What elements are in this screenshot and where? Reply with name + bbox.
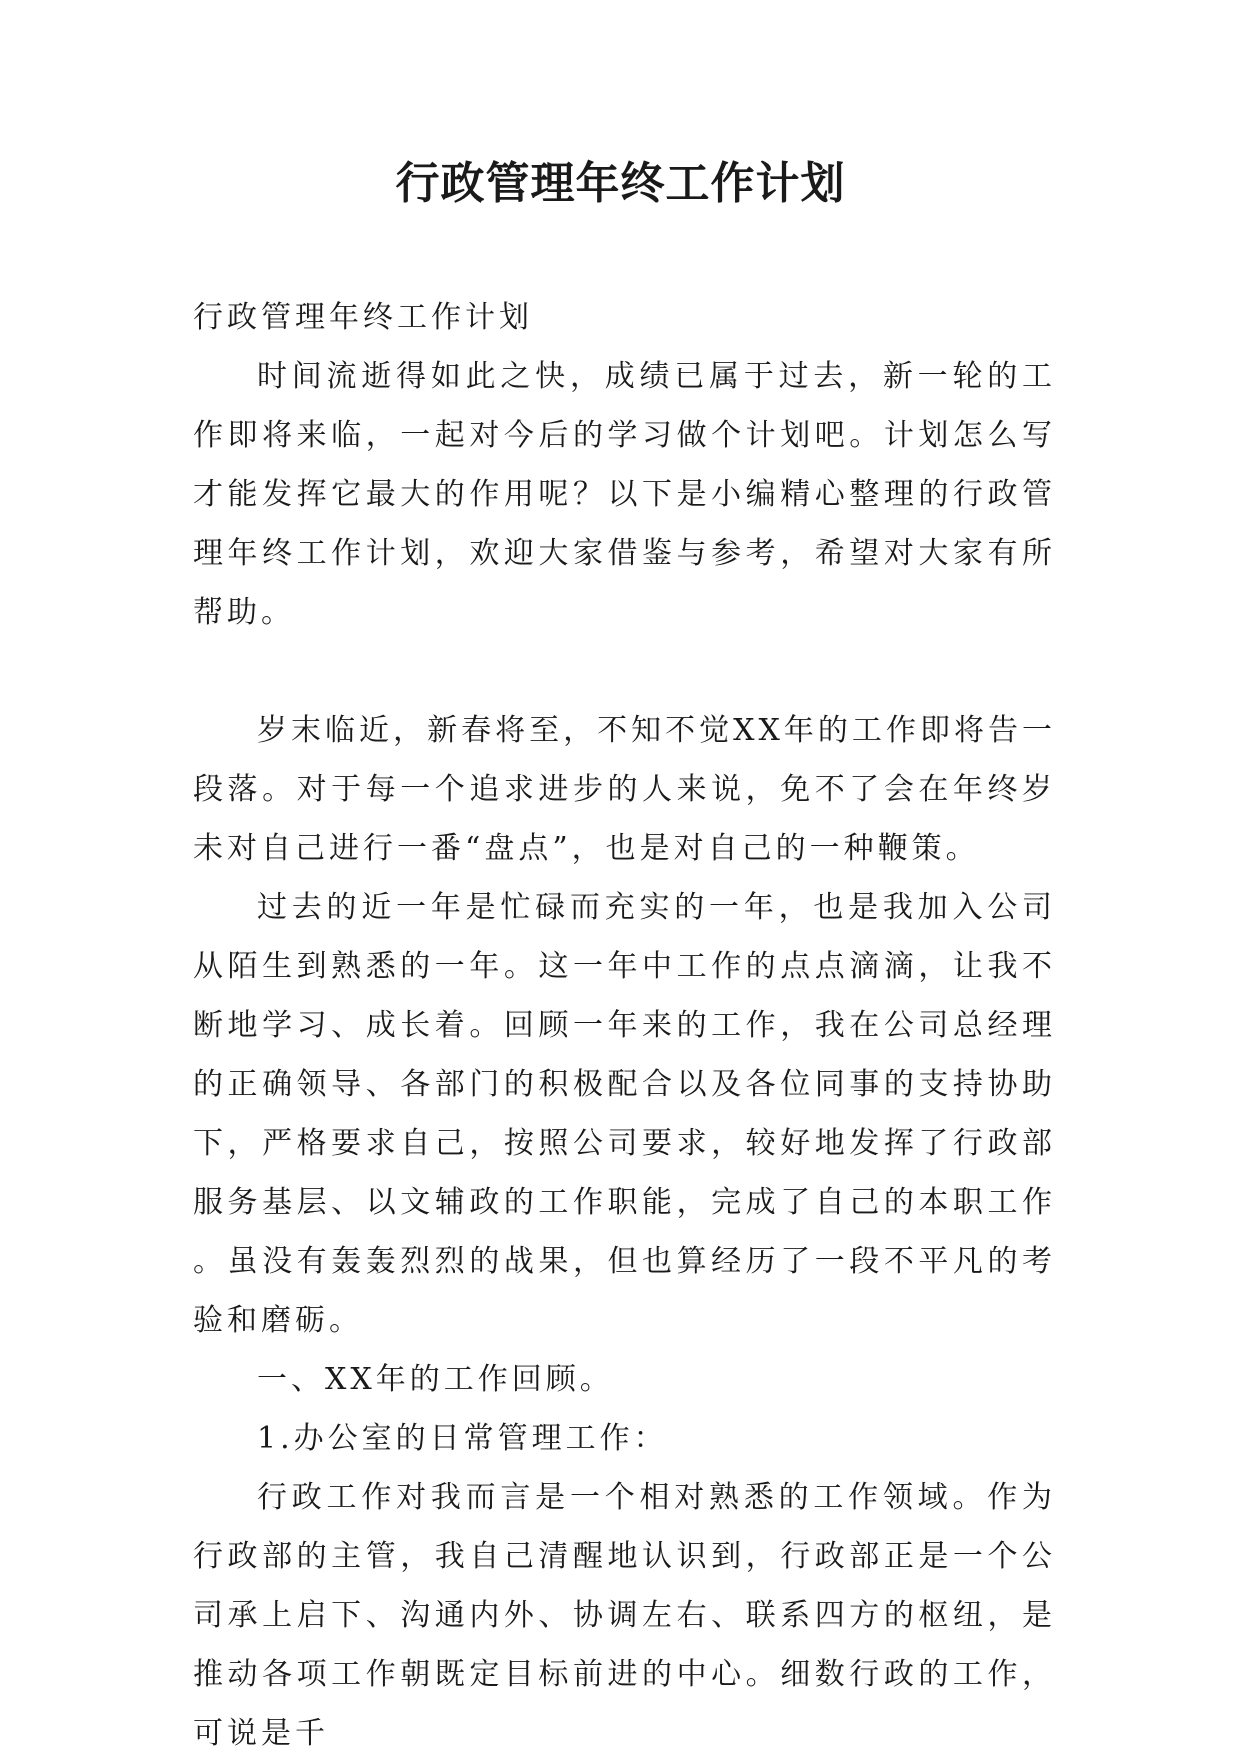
section-heading-review: 一、XX年的工作回顾。 xyxy=(257,1362,614,1397)
document-title: 行政管理年终工作计划 xyxy=(395,158,846,209)
paragraph-admin-work: 行政工作对我而言是一个相对熟悉的工作领域。作为行政部的主管，我自己清醒地认识到，行政部正是一个公司承上启下、沟通内外、协调左右、联系四方的枢纽，是推动各项工作朝既定目标前进的中心。细数行政的工作，可说是千 xyxy=(193,1480,1056,1751)
document-body xyxy=(193,288,1056,1763)
subsection-heading-office: 1.办公室的日常管理工作： xyxy=(257,1421,668,1456)
paragraph-year-end: 岁末临近，新春将至，不知不觉XX年的工作即将告一段落。对于每一个追求进步的人来说，免不了会在年终岁未对自己进行一番“盘点”，也是对自己的一种鞭策。 xyxy=(193,713,1056,866)
paragraph-intro: 时间流逝得如此之快，成绩已属于过去，新一轮的工作即将来临，一起对今后的学习做个计划吧。计划怎么写才能发挥它最大的作用呢？以下是小编精心整理的行政管理年终工作计划，欢迎大家借鉴与参考，希望对大家有所帮助。 xyxy=(193,359,1056,630)
paragraph-heading: 行政管理年终工作计划 xyxy=(193,300,533,335)
paragraph-past-year: 过去的近一年是忙碌而充实的一年，也是我加入公司从陌生到熟悉的一年。这一年中工作的点点滴滴，让我不断地学习、成长着。回顾一年来的工作，我在公司总经理的正确领导、各部门的积极配合以及各位同事的支持协助下，严格要求自己，按照公司要求，较好地发挥了行政部服务基层、以文辅政的工作职能，完成了自己的本职工作。虽没有轰轰烈烈的战果，但也算经历了一段不平凡的考验和磨砺。 xyxy=(193,890,1056,1338)
